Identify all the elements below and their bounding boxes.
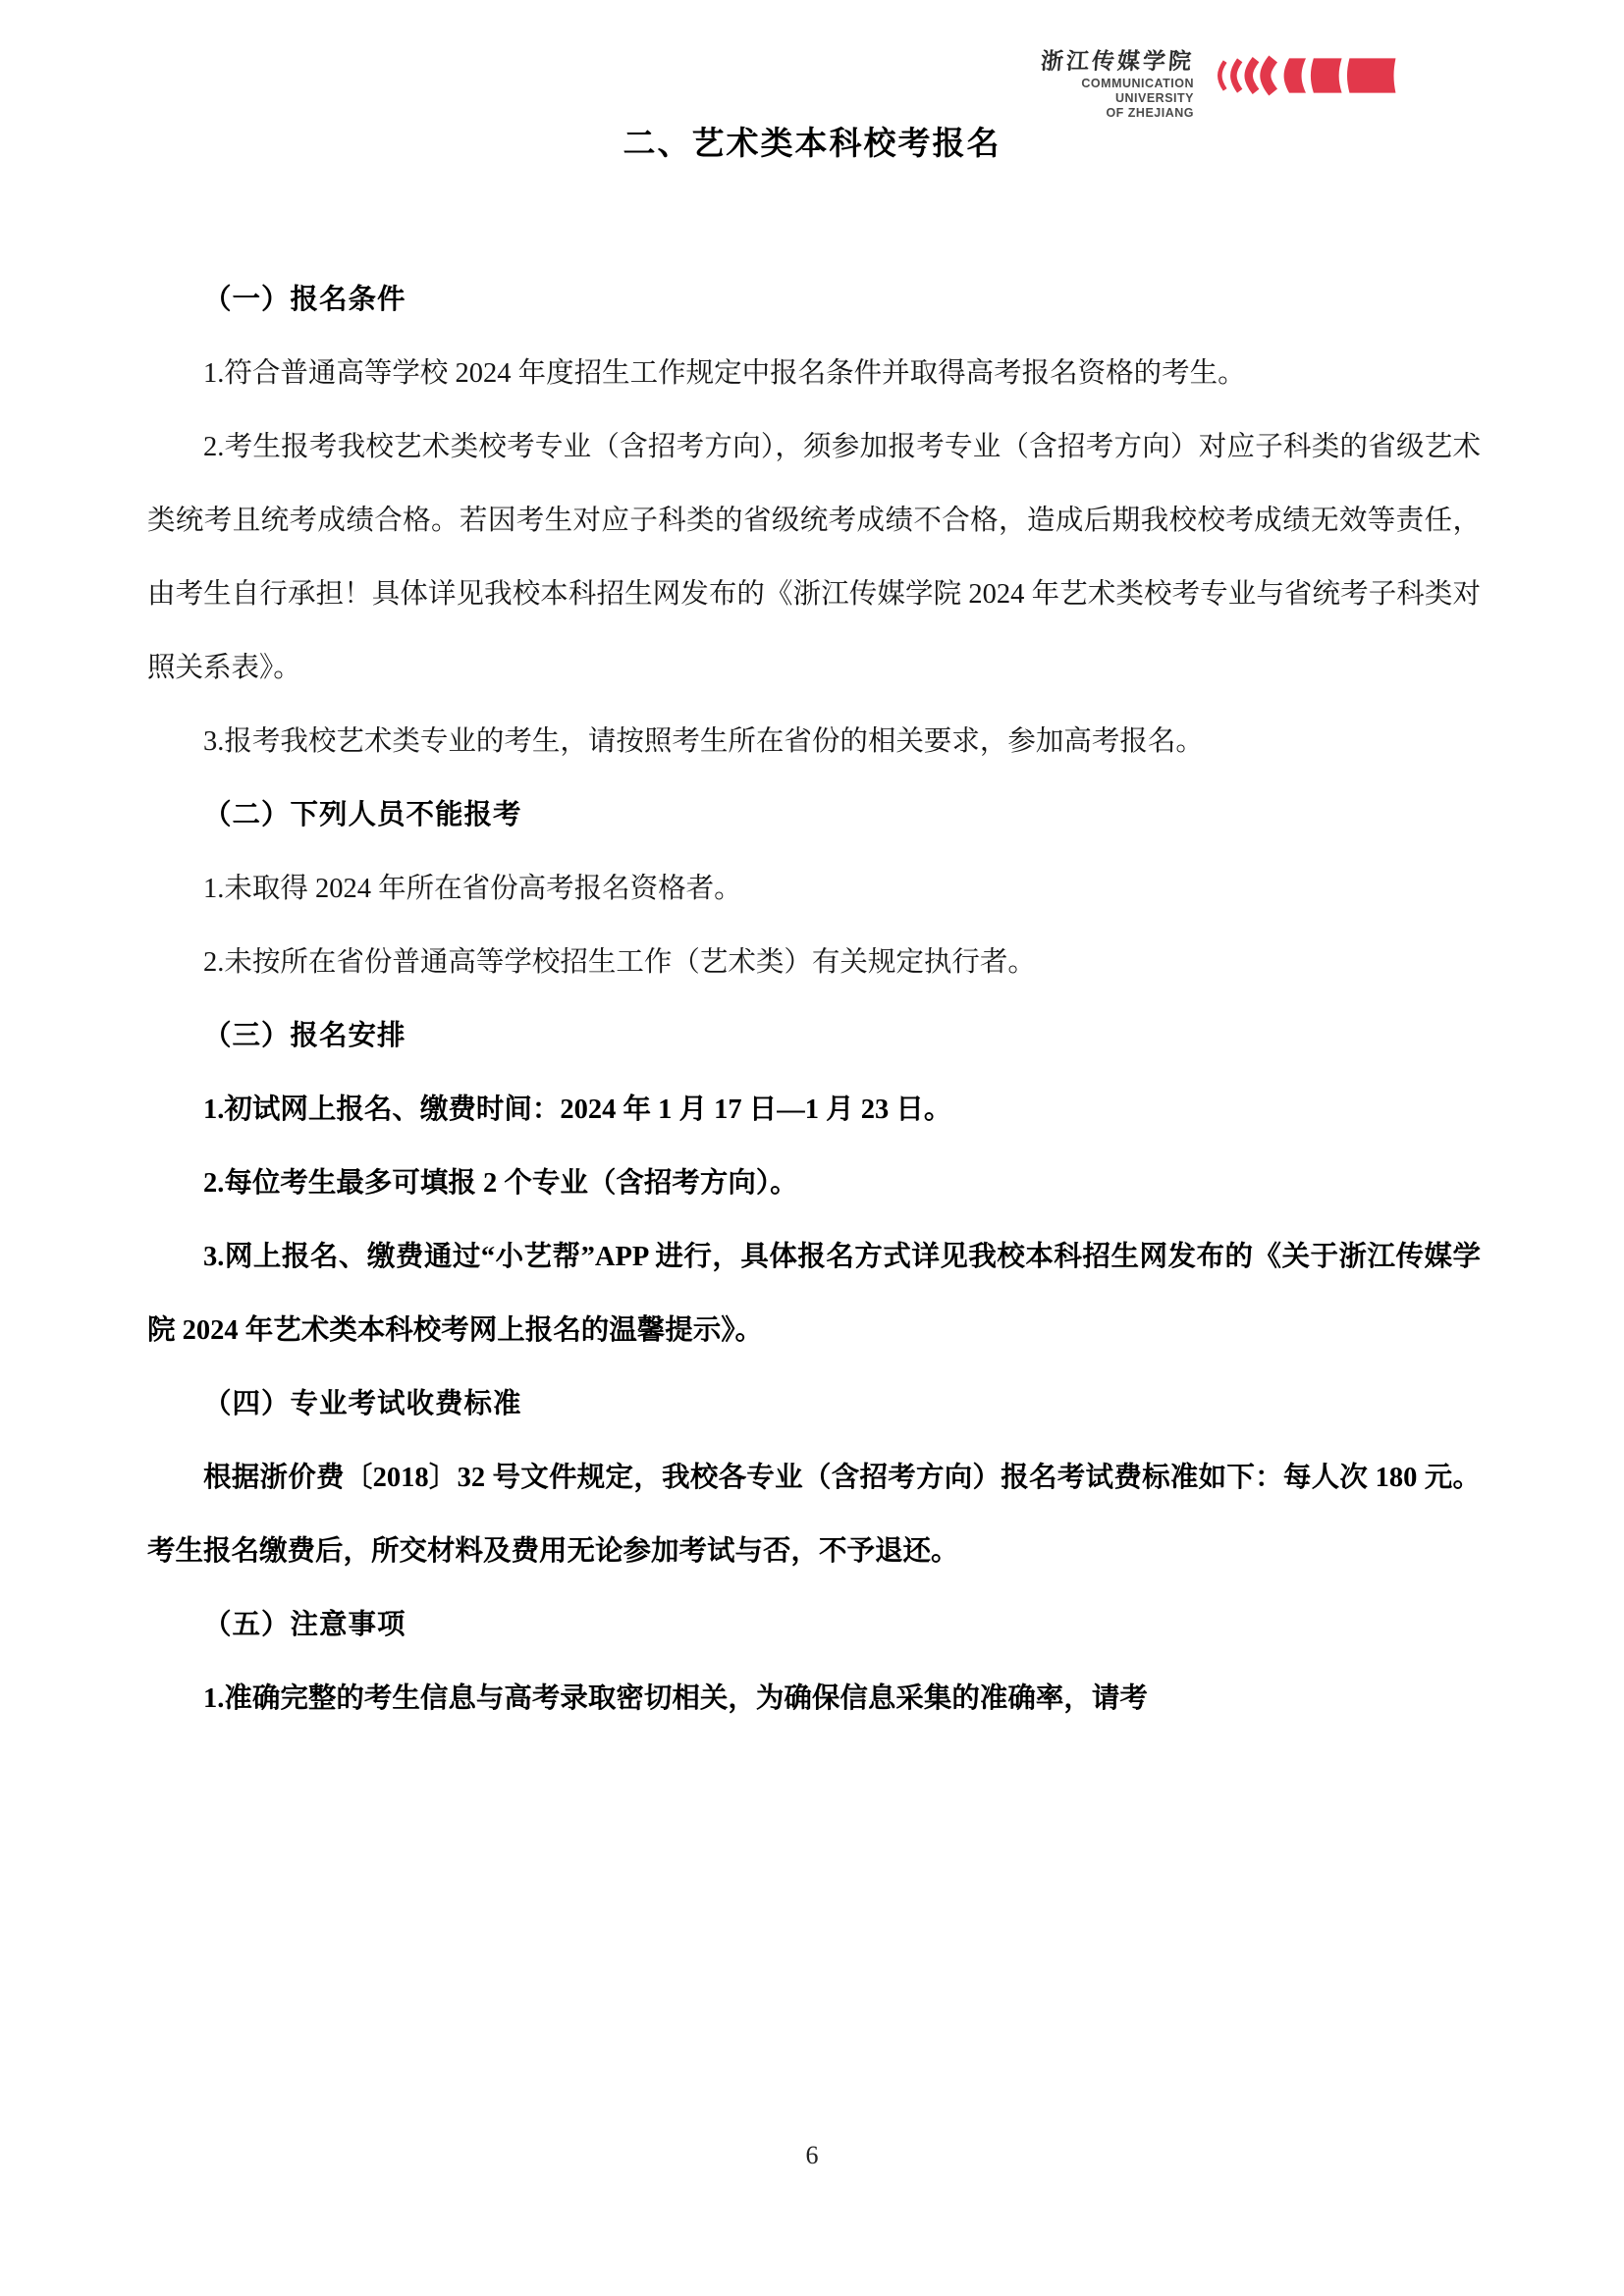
paragraph: 3.报考我校艺术类专业的考生，请按照考生所在省份的相关要求，参加高考报名。 [203,726,1204,757]
section-heading-4: （四）专业考试收费标准 [203,1388,522,1419]
paragraph: 1.符合普通高等学校 2024 年度招生工作规定中报名条件并取得高考报名资格的考生。 [203,358,1246,389]
paragraph: 2.未按所在省份普通高等学校招生工作（艺术类）有关规定执行者。 [203,947,1036,978]
paragraph: 3.网上报名、缴费通过“小艺帮”APP 进行，具体报名方式详见我校本科招生网发布的《关于浙江传媒学院 2024 年艺术类本科校考网上报名的温馨提示》。 [147,1242,1481,1346]
section-heading-5: （五）注意事项 [203,1609,406,1640]
section-heading-1: （一）报名条件 [203,284,406,315]
university-name-chinese: 浙江传媒学院 [1040,48,1195,75]
university-logo-mark-icon [1210,49,1402,102]
section-heading-3: （三）报名安排 [203,1020,406,1051]
page-title: 二、艺术类本科校考报名 [623,125,1001,161]
paragraph: 1.未取得 2024 年所在省份高考报名资格者。 [203,874,742,904]
page-number: 6 [805,2141,819,2169]
paragraph: 2.考生报考我校艺术类校考专业（含招考方向），须参加报考专业（含招考方向）对应子科类的省级艺术类统考且统考成绩合格。若因考生对应子科类的省级统考成绩不合格，造成后期我校校考成绩无效等责任，由考生自行承担！具体详见我校本科招生网发布的《浙江传媒学院 2024 年艺术类校考专业与省统考子科类对照关系表》。 [147,432,1481,683]
logo-text-block [1041,49,1194,121]
logo-en-line-3: OF ZHEJIANG [1106,106,1194,120]
paragraph: 1.准确完整的考生信息与高考录取密切相关，为确保信息采集的准确率，请考 [203,1683,1148,1714]
logo-en-line-2: UNIVERSITY [1114,91,1194,105]
paragraph: 2.每位考生最多可填报 2 个专业（含招考方向）。 [203,1168,798,1199]
university-logo [1041,49,1402,121]
paragraph: 1.初试网上报名、缴费时间：2024 年 1 月 17 日—1 月 23 日。 [203,1095,952,1125]
section-heading-2: （二）下列人员不能报考 [203,799,522,830]
logo-en-line-1: COMMUNICATION [1081,77,1194,90]
paragraph: 根据浙价费〔2018〕32 号文件规定，我校各专业（含招考方向）报名考试费标准如下：每人次 180 元。考生报名缴费后，所交材料及费用无论参加考试与否，不予退还。 [147,1463,1481,1567]
university-name-english [1081,77,1194,121]
document-body [0,263,1624,1735]
